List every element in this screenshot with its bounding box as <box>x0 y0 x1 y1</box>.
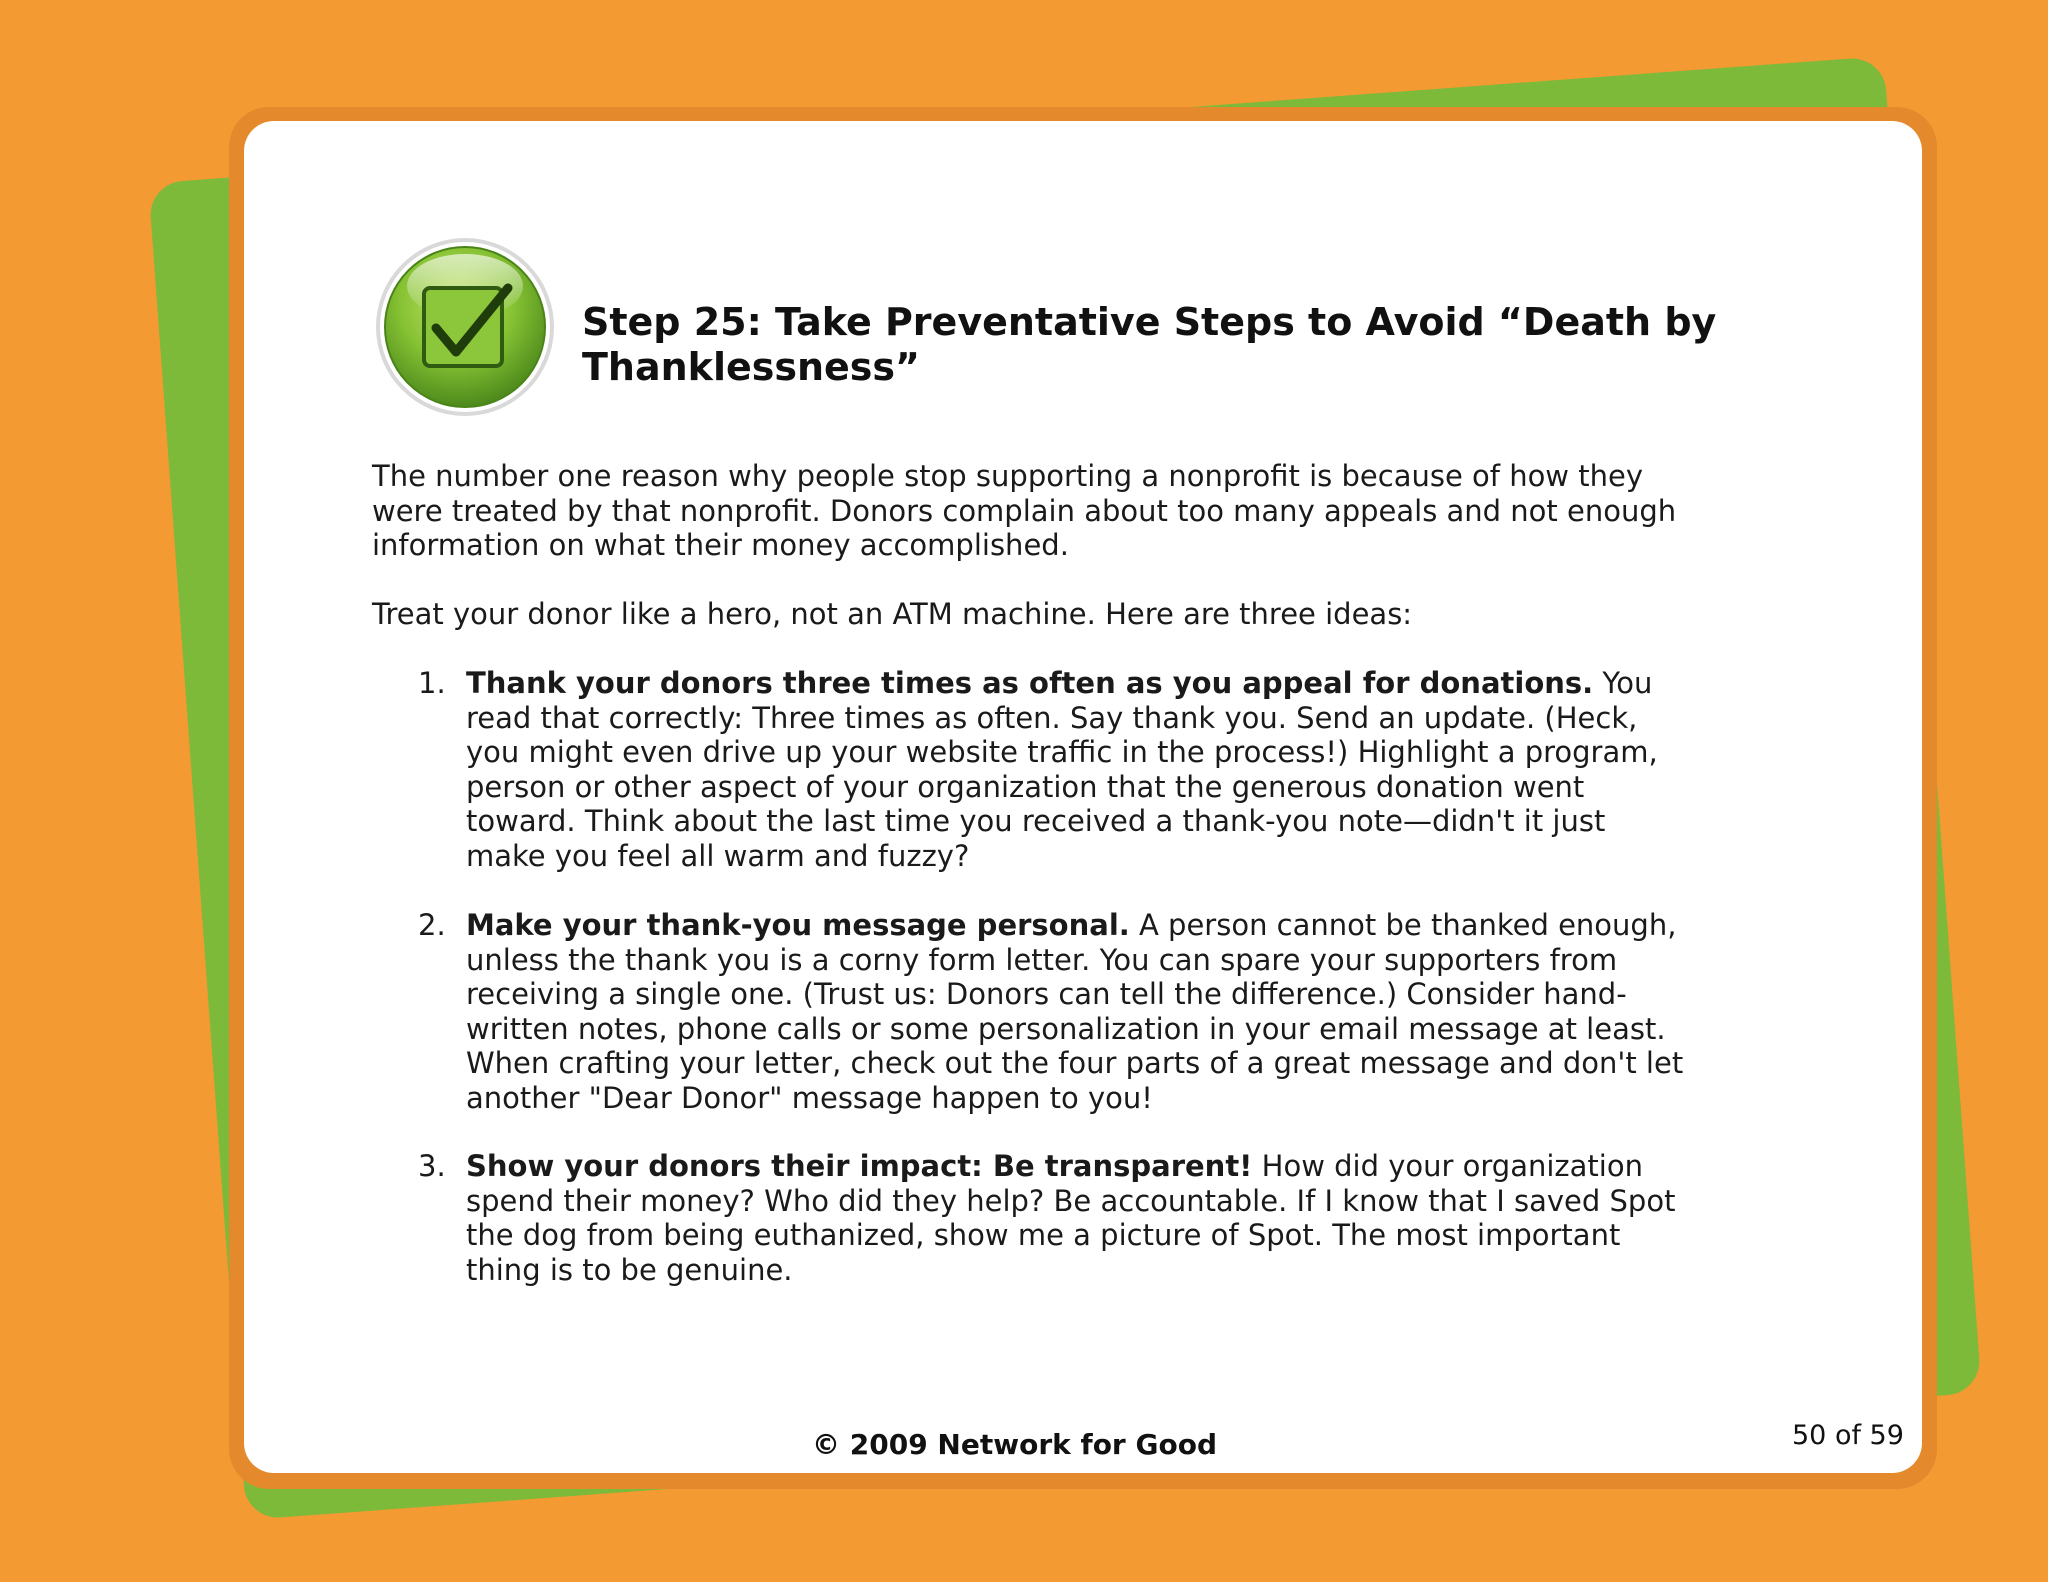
list-item-heading: Make your thank-you message personal. <box>466 908 1130 942</box>
page-title: Step 25: Take Preventative Steps to Avoid “Death by Thanklessness” <box>582 300 1717 389</box>
list-item-body: You read that correctly: Three times as often. Say thank you. Send an update. (Heck, you might even drive up your website traffic in the process!) Highlight a program, person or other aspect of your organization that the generous donation went toward. Think about the last time you received a thank-you note—didn't it just make you feel all warm and fuzzy? <box>466 666 1658 873</box>
checkmark-badge-icon <box>374 236 556 418</box>
list-item-text <box>466 1149 1692 1287</box>
intro-paragraph: The number one reason why people stop supporting a nonprofit is because of how they were treated by that nonprofit. Donors complain about too many appeals and not enough information on what their money accomplished. <box>372 459 1677 563</box>
list-item-number: 3. <box>418 1149 446 1183</box>
copyright-footer: © 2009 Network for Good <box>812 1428 1217 1461</box>
lead-paragraph: Treat your donor like a hero, not an ATM machine. Here are three ideas: <box>372 597 1413 631</box>
list-item-heading: Thank your donors three times as often as you appeal for donations. <box>466 666 1594 700</box>
list-item <box>372 1149 1692 1287</box>
list-item-text <box>466 908 1692 1116</box>
list-item-text <box>466 666 1692 874</box>
list-item-body: How did your organization spend their money? Who did they help? Be accountable. If I know that I saved Spot the dog from being euthanized, show me a picture of Spot. The most important thing is to be genuine. <box>466 1149 1676 1287</box>
list-item-number: 1. <box>418 666 446 700</box>
list-item <box>372 908 1692 1116</box>
page-number: 50 of 59 <box>1792 1420 1904 1451</box>
list-item <box>372 666 1692 874</box>
list-item-body: A person cannot be thanked enough, unless the thank you is a corny form letter. You can spare your supporters from receiving a single one. (Trust us: Donors can tell the difference.) Consider hand-written notes, phone calls or some personalization in your email message at least. When crafting your letter, check out the four parts of a great message and don't let another "Dear Donor" message happen to you! <box>466 908 1684 1115</box>
list-item-number: 2. <box>418 908 446 942</box>
list-item-heading: Show your donors their impact: Be transparent! <box>466 1149 1253 1183</box>
